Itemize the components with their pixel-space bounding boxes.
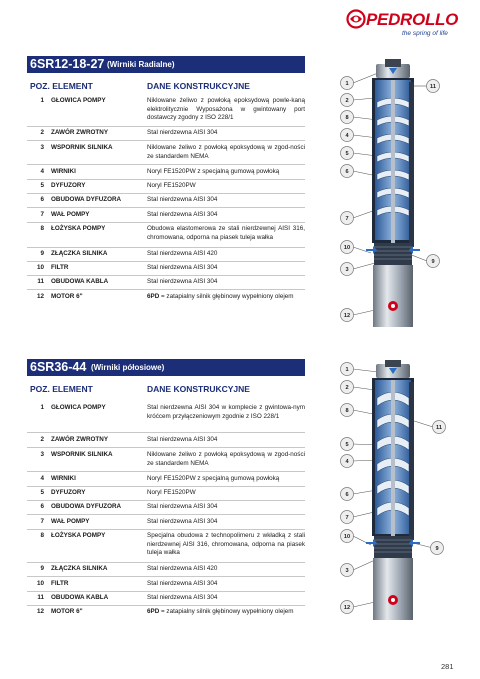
row-divider: [27, 193, 305, 194]
row-description: Stal nierdzewna AISI 304: [147, 594, 218, 601]
row-divider: [27, 164, 305, 165]
row-number: 3: [40, 144, 44, 151]
row-element: ZŁĄCZKA SILNIKA: [51, 565, 108, 572]
section-title: 6SR36-44: [30, 360, 87, 374]
row-description: Obudowa elastomerowa ze stali nierdzewnej AISI 316, chromowana, odporna na piasek tuleja wałka: [147, 225, 305, 241]
row-description: Stal nierdzewna AISI 304: [147, 129, 218, 136]
row-divider: [27, 222, 305, 223]
row-number: 3: [40, 451, 44, 458]
row-number: 11: [37, 594, 44, 601]
column-header-element: POZ. ELEMENT: [30, 384, 93, 394]
row-description: Stal nierdzewna AISI 304: [147, 196, 218, 203]
row-number: 8: [40, 532, 44, 539]
row-divider: [27, 486, 305, 487]
row-element: WSPORNIK SILNIKA: [51, 144, 113, 151]
callout-label: 2: [345, 385, 349, 391]
callout-label: 12: [343, 605, 351, 611]
callout-label: 10: [343, 245, 351, 251]
row-element: ZAWÓR ZWROTNY: [51, 129, 109, 136]
row-element: WIRNIKI: [51, 475, 76, 482]
callout-label: 2: [345, 98, 349, 104]
brand-tagline: the spring of life: [402, 30, 448, 37]
row-number: 2: [40, 436, 44, 443]
row-element: ZAWÓR ZWROTNY: [51, 436, 109, 443]
row-description: [147, 608, 305, 617]
pump-illustration: [333, 58, 449, 328]
row-description: Niklowane żeliwo z powłoką epoksydową w zgod-ności ze standardem NEMA: [147, 144, 305, 160]
title-underline: [27, 72, 305, 73]
row-number: 10: [36, 264, 44, 271]
row-description: Noryl FE1520PW z specjalną gumową powłoką: [147, 168, 280, 175]
row-divider: [27, 179, 305, 180]
callout-label: 4: [345, 133, 349, 139]
section-title-bar: [27, 359, 305, 375]
row-element: FILTR: [51, 264, 69, 271]
callout-label: 1: [345, 367, 349, 373]
row-number: 7: [40, 518, 44, 525]
callout-label: 6: [345, 169, 349, 175]
row-description: Stal nierdzewna AISI 304: [147, 436, 218, 443]
row-element: ŁOŻYSKA POMPY: [51, 532, 106, 539]
row-divider: [27, 261, 305, 262]
row-description: Stal nierdzewna AISI 304: [147, 580, 218, 587]
row-element: WSPORNIK SILNIKA: [51, 451, 113, 458]
row-divider: [27, 514, 305, 515]
row-divider: [27, 126, 305, 127]
row-number: 12: [36, 608, 44, 615]
row-description: Noryl FE1520PW: [147, 182, 196, 189]
pedrollo-logo: [346, 8, 458, 38]
row-divider: [27, 207, 305, 208]
pump-cutaway-diagram: [333, 58, 449, 328]
section-title: 6SR12-18-27: [30, 57, 105, 71]
callout-label: 6: [345, 492, 349, 498]
row-description: Stal nierdzewna AISI 304: [147, 278, 218, 285]
row-number: 2: [40, 129, 44, 136]
row-divider: [27, 591, 305, 592]
row-element: OBUDOWA DYFUZORA: [51, 503, 122, 510]
callout-label: 9: [431, 259, 435, 265]
row-number: 1: [40, 404, 44, 411]
row-element: WAŁ POMPY: [51, 211, 90, 218]
row-number: 4: [40, 475, 44, 482]
column-header-element: POZ. ELEMENT: [30, 81, 93, 91]
row-divider: [27, 500, 305, 501]
row-number: 10: [36, 580, 44, 587]
row-element: GŁOWICA POMPY: [51, 404, 106, 411]
row-description: Stal nierdzewna AISI 304: [147, 503, 218, 510]
callout-label: 10: [343, 534, 351, 540]
row-number: 1: [40, 97, 44, 104]
row-element: DYFUZORY: [51, 182, 86, 189]
callout-label: 1: [345, 81, 349, 87]
row-description: Stal nierdzewna AISI 420: [147, 250, 218, 257]
row-element: OBUDOWA KABLA: [51, 278, 109, 285]
row-description: Stal nierdzewna AISI 304: [147, 518, 218, 525]
callout-label: 12: [343, 313, 351, 319]
column-header-dane: DANE KONSTRUKCYJNE: [147, 81, 250, 91]
row-element: WAŁ POMPY: [51, 518, 90, 525]
column-header-dane: DANE KONSTRUKCYJNE: [147, 384, 250, 394]
row-description: Noryl FE1520PW: [147, 489, 196, 496]
row-divider: [27, 289, 305, 290]
row-divider: [27, 605, 305, 606]
row-number: 12: [36, 293, 44, 300]
row-description: Niklowane żeliwo z powłoką epoksydową powle-kaną elektrolitycznie Wyposażona w gwintowany port dostawczy zgodny z ISO 228/1: [147, 97, 305, 122]
section-subtitle: (Wirniki Radialne): [107, 60, 175, 69]
row-description: Stal nierdzewna AISI 304: [147, 211, 218, 218]
callout-label: 5: [345, 442, 349, 448]
motor-code: 6PD: [147, 293, 160, 300]
row-number: 6: [40, 503, 44, 510]
section-subtitle: (Wirniki półosiowe): [91, 363, 165, 372]
row-element: FILTR: [51, 580, 69, 587]
row-divider: [27, 529, 305, 530]
title-underline: [27, 375, 305, 376]
motor-code: 6PD: [147, 608, 160, 615]
callout-label: 11: [436, 425, 442, 431]
callout-label: 3: [345, 267, 349, 273]
motor-desc: = zatapialny silnik głębinowy wypełniony olejem: [161, 293, 294, 300]
row-number: 6: [40, 196, 44, 203]
row-element: GŁOWICA POMPY: [51, 97, 106, 104]
row-description: [147, 293, 305, 302]
row-description: Stal nierdzewna AISI 304 w komplecie z gwintowa-nym króćcem przyłączeniowym zgodnie z ISO 228/1: [147, 404, 305, 420]
row-element: OBUDOWA KABLA: [51, 594, 109, 601]
row-element: WIRNIKI: [51, 168, 76, 175]
row-description: Stal nierdzewna AISI 304: [147, 264, 218, 271]
row-divider: [27, 140, 305, 141]
row-description: Niklowane żeliwo z powłoką epoksydową w zgod-ności ze standardem NEMA: [147, 451, 305, 467]
page-number: 281: [441, 662, 454, 671]
callout-label: 8: [345, 115, 349, 121]
callout-label: 8: [345, 408, 349, 414]
row-element: ZŁĄCZKA SILNIKA: [51, 250, 108, 257]
motor-desc: = zatapialny silnik głębinowy wypełniony olejem: [161, 608, 294, 615]
row-divider: [27, 471, 305, 472]
row-number: 5: [40, 182, 44, 189]
row-number: 4: [40, 168, 44, 175]
row-divider: [27, 275, 305, 276]
callout-label: 9: [435, 546, 439, 552]
row-number: 5: [40, 489, 44, 496]
callout-label: 7: [345, 216, 349, 222]
row-element: MOTOR 6": [51, 293, 83, 300]
row-description: Specjalna obudowa z technopolimeru z wkładką z stali nierdzewnej AISI 316, chromowana, odporna na piasek tuleja wałka: [147, 532, 305, 557]
section-title-bar: [27, 56, 305, 72]
row-element: ŁOŻYSKA POMPY: [51, 225, 106, 232]
pump-illustration: [333, 360, 449, 622]
row-description: Noryl FE1520PW z specjalną gumową powłoką: [147, 475, 280, 482]
callout-label: 7: [345, 515, 349, 521]
row-divider: [27, 247, 305, 248]
row-divider: [27, 576, 305, 577]
row-number: 9: [40, 565, 44, 572]
pump-cutaway-diagram: [333, 360, 449, 622]
row-number: 11: [37, 278, 44, 285]
row-element: DYFUZORY: [51, 489, 86, 496]
row-description: Stal nierdzewna AISI 420: [147, 565, 218, 572]
row-divider: [27, 447, 305, 448]
row-divider: [27, 432, 305, 433]
row-number: 8: [40, 225, 44, 232]
callout-label: 5: [345, 151, 349, 157]
callout-label: 11: [430, 84, 436, 90]
callout-label: 3: [345, 568, 349, 574]
row-element: MOTOR 6": [51, 608, 83, 615]
row-number: 9: [40, 250, 44, 257]
pedrollo-swirl-icon: [346, 9, 368, 29]
callout-label: 4: [345, 459, 349, 465]
row-number: 7: [40, 211, 44, 218]
row-element: OBUDOWA DYFUZORA: [51, 196, 122, 203]
brand-name: PEDROLLO: [366, 10, 459, 29]
row-divider: [27, 562, 305, 563]
